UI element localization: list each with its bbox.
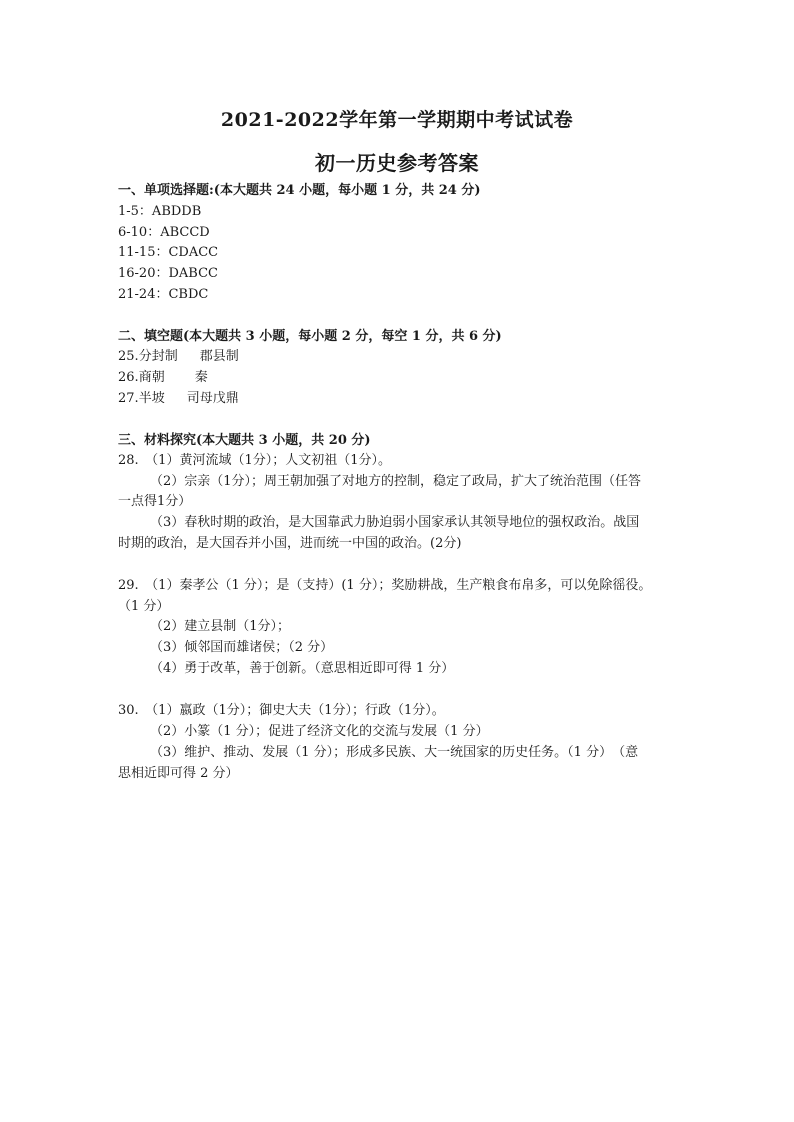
q29-line1: 29. （1）秦孝公（1 分）；是（支持）(1 分）；奖励耕战，生产粮食布帛多，可以免除徭役。 xyxy=(118,578,652,593)
section2-heading: 二、填空题(本大题共 3 小题，每小题 2 分，每空 1 分，共 6 分) xyxy=(118,329,502,344)
fill-answer-25 xyxy=(118,347,239,367)
mc-answer-row: 6-10：ABCCD xyxy=(118,225,210,240)
answer-key-subtitle: 初一历史参考答案 xyxy=(315,151,479,175)
q30-line2: （2）小篆（1 分）；促进了经济文化的交流与发展（1 分） xyxy=(150,724,489,739)
fill-answer-b: 秦 xyxy=(194,370,208,385)
fill-number: 25. xyxy=(118,349,139,364)
q28-line1: 28. （1）黄河流域（1分）；人文初祖（1分）。 xyxy=(118,453,391,468)
fill-number: 26. xyxy=(118,370,139,385)
q29-line5: （4）勇于改革，善于创新。（意思相近即可得 1 分） xyxy=(150,661,455,676)
q30-line3: （3）维护、推动、发展（1 分）；形成多民族、大一统国家的历史任务。（1 分） （意 xyxy=(150,745,639,760)
q30-line4: 思相近即可得 2 分） xyxy=(118,766,239,781)
mc-answer-row: 21-24：CBDC xyxy=(118,287,209,302)
section1-heading: 一、单项选择题:(本大题共 24 小题，每小题 1 分，共 24 分) xyxy=(118,183,481,198)
q28-line2: （2）宗亲（1分）；周王朝加强了对地方的控制，稳定了政局，扩大了统治范围（任答 xyxy=(150,474,642,489)
mc-answer-row: 16-20：DABCC xyxy=(118,266,218,281)
fill-answer-27 xyxy=(118,389,239,409)
fill-answer-a: 商朝 xyxy=(138,370,165,385)
fill-answer-26 xyxy=(118,368,208,388)
fill-answer-b: 司母戊鼎 xyxy=(186,391,239,406)
q28-line5: 时期的政治，是大国吞并小国，进而统一中国的政治。(2分) xyxy=(118,536,462,551)
q29-line4: （3）倾邻国而雄诸侯；（2 分） xyxy=(150,640,334,655)
q29-line3: （2）建立县制（1分）； xyxy=(150,619,291,634)
exam-title: 2021-2022学年第一学期期中考试试卷 xyxy=(220,109,574,131)
q30-line1: 30. （1）嬴政（1分）；御史大夫（1分）；行政（1分）。 xyxy=(118,703,445,718)
mc-answer-row: 11-15：CDACC xyxy=(118,245,219,260)
fill-answer-a: 半坡 xyxy=(138,391,165,406)
q29-line2: （1 分） xyxy=(118,599,170,614)
fill-number: 27. xyxy=(118,391,139,406)
fill-answer-a: 分封制 xyxy=(138,349,178,364)
mc-answer-row: 1-5：ABDDB xyxy=(118,204,202,219)
section3-heading: 三、材料探究(本大题共 3 小题，共 20 分) xyxy=(118,433,371,448)
q28-line3: 一点得1分） xyxy=(118,494,192,509)
q28-line4: （3）春秋时期的政治，是大国靠武力胁迫弱小国家承认其领导地位的强权政治。战国 xyxy=(150,515,640,530)
fill-answer-b: 郡县制 xyxy=(199,349,239,364)
